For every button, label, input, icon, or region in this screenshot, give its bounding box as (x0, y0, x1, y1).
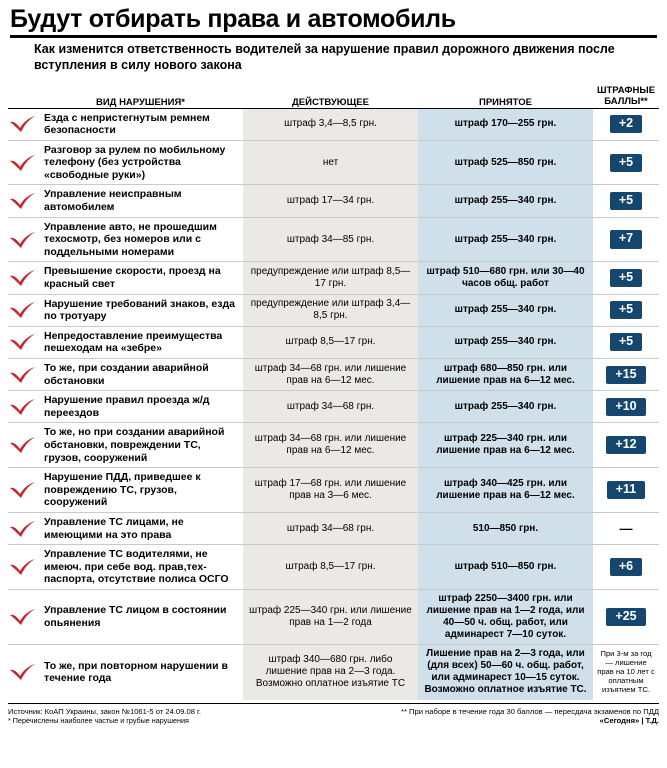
checkmark-icon (9, 192, 36, 210)
cell-penalty-points (593, 262, 659, 293)
cell-violation: Управление неисправным автомобилем (44, 188, 182, 214)
cell-adopted-penalty: штраф 255—340 грн. (418, 295, 593, 326)
cell-penalty-points (593, 391, 659, 422)
penalty-points-badge: +12 (606, 436, 645, 454)
header (8, 0, 659, 76)
cell-current-penalty: предупреждение или штраф 3,4—8,5 грн. (243, 295, 418, 326)
checkmark-icon (9, 608, 36, 626)
penalty-points-badge: +6 (610, 558, 642, 576)
cell-penalty-points (593, 545, 659, 589)
violations-table (8, 108, 659, 700)
cell-violation: Управление авто, не прошедшим техосмотр, без номеров или с поддельными номерами (44, 220, 217, 258)
cell-penalty-points (593, 423, 659, 467)
penalty-points-badge: +25 (606, 608, 645, 626)
row-marker (8, 109, 38, 140)
table-row (8, 423, 659, 468)
cell-violation: То же, при создании аварийной обстановки (44, 362, 209, 387)
table-row (8, 327, 659, 359)
cell-penalty-points (593, 141, 659, 185)
checkmark-icon (9, 398, 36, 416)
cell-violation: Нарушение требований знаков, езда по тротуару (44, 297, 235, 323)
cell-current-penalty: штраф 8,5—17 грн. (243, 545, 418, 589)
cell-current-penalty: штраф 8,5—17 грн. (243, 327, 418, 358)
cell-violation: Превышение скорости, проезд на красный свет (44, 265, 221, 291)
cell-penalty-points (593, 218, 659, 262)
table-row (8, 545, 659, 590)
cell-violation: Разговор за рулем по мобильному телефону (без устройства «свободные руки») (44, 143, 226, 181)
checkmark-icon (9, 558, 36, 576)
checkmark-icon (9, 301, 36, 319)
footer-brand: «Сегодня» | Т.Д. (599, 716, 659, 726)
cell-adopted-penalty: штраф 225—340 грн. или лишение прав на 6—12 мес. (418, 423, 593, 467)
cell-adopted-penalty: штраф 340—425 грн. или лишение прав на 6—12 мес. (418, 468, 593, 512)
penalty-points-badge: +5 (610, 154, 642, 172)
row-marker (8, 468, 38, 512)
row-marker (8, 590, 38, 644)
cell-violation: Нарушение ПДД, приведшее к повреждению ТС, грузов, сооружений (44, 471, 201, 509)
cell-adopted-penalty: штраф 255—340 грн. (418, 327, 593, 358)
row-marker (8, 185, 38, 216)
checkmark-icon (9, 269, 36, 287)
row-marker (8, 545, 38, 589)
cell-current-penalty: нет (243, 141, 418, 185)
cell-violation: То же, при повторном нарушении в течение года (44, 659, 228, 685)
cell-violation: Нарушение правил проезда ж/д переездов (44, 394, 210, 419)
cell-current-penalty: штраф 225—340 грн. или лишение прав на 1—2 года (243, 590, 418, 644)
cell-violation: Управление ТС лицами, не имеющими на это права (44, 515, 184, 541)
cell-violation: Езда с непристегнутым ремнем безопасности (44, 111, 210, 137)
penalty-points-badge: +2 (610, 115, 642, 133)
cell-adopted-penalty: 510—850 грн. (418, 513, 593, 544)
penalty-points-badge: +10 (606, 398, 645, 416)
cell-penalty-points (593, 468, 659, 512)
cell-current-penalty: предупреждение или штраф 8,5—17 грн. (243, 262, 418, 293)
cell-current-penalty: штраф 3,4—8,5 грн. (243, 109, 418, 140)
cell-current-penalty: штраф 34—68 грн. или лишение прав на 6—12 мес. (243, 359, 418, 390)
cell-adopted-penalty: штраф 525—850 грн. (418, 141, 593, 185)
cell-adopted-penalty: Лишение прав на 2—3 года, или (для всех) 50—60 ч. общ. работ, или админарест 10—15 суток. Возможно оплатное изъятие ТС. (418, 645, 593, 700)
table-row (8, 141, 659, 186)
table-row (8, 109, 659, 141)
table-row (8, 262, 659, 294)
column-header-current: ДЕЙСТВУЮЩЕЕ (292, 96, 369, 108)
cell-adopted-penalty: штраф 2250—3400 грн. или лишение прав на 1—2 года, или 40—50 ч. общ. работ, или админарест 7—10 суток. (418, 590, 593, 644)
title-divider (10, 35, 657, 38)
cell-penalty-points (593, 590, 659, 644)
table-row (8, 295, 659, 327)
penalty-points-badge: +5 (610, 333, 642, 351)
row-marker (8, 359, 38, 390)
table-row (8, 185, 659, 217)
cell-current-penalty: штраф 34—68 грн. или лишение прав на 6—12 мес. (243, 423, 418, 467)
row-marker (8, 513, 38, 544)
footer-note-2: ** При наборе в течение года 30 баллов — пересдача экзаменов по ПДД (401, 706, 659, 716)
row-marker (8, 645, 38, 700)
column-header-adopted: ПРИНЯТОЕ (479, 96, 532, 108)
row-marker (8, 391, 38, 422)
table-row (8, 513, 659, 545)
cell-adopted-penalty: штраф 510—680 грн. или 30—40 часов общ. работ (418, 262, 593, 293)
penalty-points-badge: +15 (606, 366, 645, 384)
table-column-headers (8, 82, 659, 108)
column-header-points-line1: ШТРАФНЫЕ (596, 84, 656, 96)
checkmark-icon (9, 481, 36, 499)
cell-adopted-penalty: штраф 170—255 грн. (418, 109, 593, 140)
page-title: Будут отбирать права и автомобиль (10, 5, 456, 33)
penalty-points-dash: — (619, 521, 633, 537)
checkmark-icon (9, 436, 36, 454)
table-row (8, 468, 659, 513)
penalty-points-note: При 3-м за год — лишение прав на 10 лет с оплатным изъятием ТС. (597, 648, 655, 694)
penalty-points-badge: +5 (610, 269, 642, 287)
cell-adopted-penalty: штраф 255—340 грн. (418, 185, 593, 216)
cell-adopted-penalty: штраф 510—850 грн. (418, 545, 593, 589)
row-marker (8, 262, 38, 293)
table-row (8, 218, 659, 263)
checkmark-icon (9, 231, 36, 249)
penalty-points-badge: +5 (610, 301, 642, 319)
penalty-points-badge: +11 (607, 481, 646, 499)
checkmark-icon (9, 366, 36, 384)
checkmark-icon (9, 520, 36, 538)
cell-adopted-penalty: штраф 255—340 грн. (418, 218, 593, 262)
checkmark-icon (9, 333, 36, 351)
cell-penalty-points (593, 185, 659, 216)
penalty-points-badge: +7 (610, 230, 642, 248)
cell-adopted-penalty: штраф 255—340 грн. (418, 391, 593, 422)
cell-violation: Управление ТС лицом в состоянии опьянения (44, 604, 227, 629)
table-row (8, 590, 659, 645)
cell-current-penalty: штраф 17—68 грн. или лишение прав на 3—6 мес. (243, 468, 418, 512)
column-header-points (593, 86, 659, 108)
cell-violation: То же, но при создании аварийной обстановки, повреждении ТС, грузов, сооружений (44, 426, 225, 464)
cell-adopted-penalty: штраф 680—850 грн. или лишение прав на 6—12 мес. (418, 359, 593, 390)
footer-note-1: * Перечислены наиболее частые и грубые нарушения (8, 716, 189, 726)
cell-current-penalty: штраф 34—68 грн. (243, 391, 418, 422)
row-marker (8, 295, 38, 326)
column-header-points-line2: БАЛЛЫ** (604, 95, 648, 107)
column-header-violation: ВИД НАРУШЕНИЯ* (95, 96, 186, 108)
cell-penalty-points (593, 109, 659, 140)
cell-current-penalty: штраф 34—68 грн. (243, 513, 418, 544)
page-subtitle: Как изменится ответственность водителей за нарушение правил дорожного движения после вступления в силу нового закона (34, 42, 615, 72)
footer (8, 703, 659, 726)
row-marker (8, 327, 38, 358)
cell-penalty-points (593, 359, 659, 390)
cell-violation: Непредоставление преимущества пешеходам на «зебре» (44, 329, 223, 355)
cell-current-penalty: штраф 17—34 грн. (243, 185, 418, 216)
table-row (8, 359, 659, 391)
cell-current-penalty: штраф 34—85 грн. (243, 218, 418, 262)
checkmark-icon (9, 663, 36, 681)
table-row (8, 645, 659, 700)
checkmark-icon (9, 154, 36, 172)
cell-penalty-points (593, 645, 659, 700)
cell-penalty-points (593, 295, 659, 326)
cell-penalty-points (593, 513, 659, 544)
penalty-points-badge: +5 (610, 192, 642, 210)
cell-current-penalty: штраф 340—680 грн. либо лишение прав на 2—3 года. Возможно оплатное изъятие ТС (243, 645, 418, 700)
checkmark-icon (9, 115, 36, 133)
row-marker (8, 141, 38, 185)
cell-violation: Управление ТС водителями, не имеюч. при себе вод. прав,тех-паспорта, отсутствие полиса ОСГО (44, 548, 229, 586)
row-marker (8, 423, 38, 467)
cell-penalty-points (593, 327, 659, 358)
table-row (8, 391, 659, 423)
row-marker (8, 218, 38, 262)
footer-source: Источник: КоАП Украины, закон №1061-5 от 24.09.08 г. (8, 706, 202, 716)
